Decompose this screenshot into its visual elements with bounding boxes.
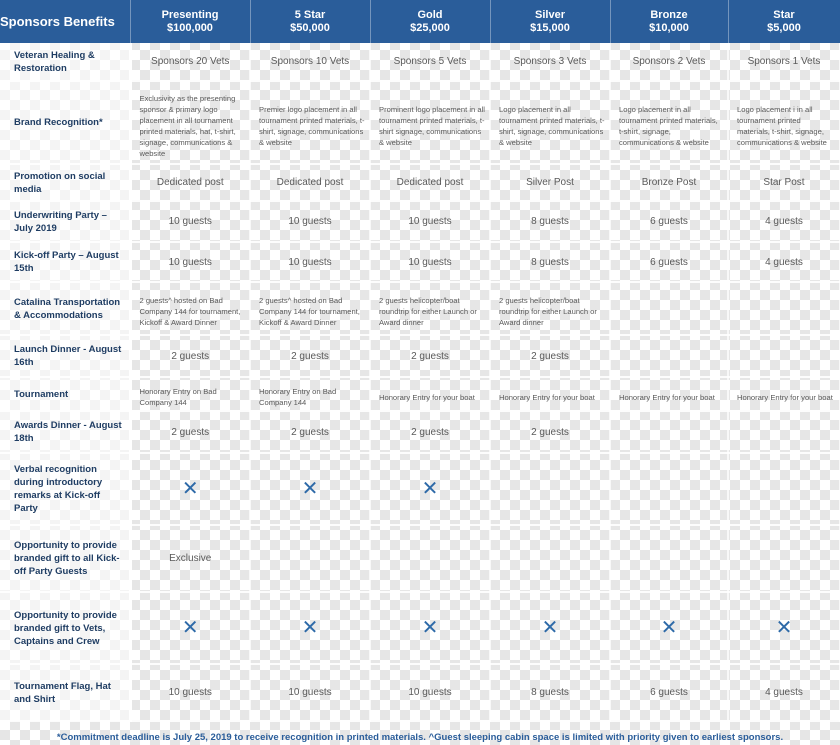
benefit-cell	[490, 453, 610, 525]
benefit-cell	[728, 592, 840, 664]
table-row	[0, 453, 840, 525]
benefit-cell	[490, 592, 610, 664]
benefit-cell: 2 guests	[250, 335, 370, 377]
table-row	[0, 282, 840, 335]
benefit-cell: Sponsors 5 Vets	[370, 43, 490, 81]
benefit-cell: Sponsors 20 Vets	[130, 43, 250, 81]
benefit-cell: 2 guests helicopter/boat roundtrip for either Launch or Award dinner	[370, 282, 490, 335]
benefit-cell	[610, 525, 728, 592]
row-label: Brand Recognition*	[0, 81, 130, 164]
row-label: Promotion on social media	[0, 164, 130, 201]
benefit-cell: 2 guests	[130, 411, 250, 453]
tier-header-presenting	[130, 0, 250, 43]
benefit-cell: 2 guests^ hosted on Bad Company 144 for tournament, Kickoff & Award Dinner	[250, 282, 370, 335]
benefit-cell: 2 guests	[490, 411, 610, 453]
benefit-cell: 8 guests	[490, 664, 610, 721]
benefit-cell: Sponsors 2 Vets	[610, 43, 728, 81]
benefit-cell: Sponsors 3 Vets	[490, 43, 610, 81]
check-mark-icon: ✕	[181, 617, 199, 639]
benefit-cell: Premier logo placement in all tournament printed materials, t-shirt, signage, communications & website	[250, 81, 370, 164]
benefit-cell: Logo placement i in all tournament printed materials, t-shirt, signage, communications & website	[728, 81, 840, 164]
benefit-cell	[610, 411, 728, 453]
benefit-cell: 2 guests	[370, 335, 490, 377]
table-row	[0, 592, 840, 664]
row-label: Veteran Healing & Restoration	[0, 43, 130, 81]
benefit-cell: 2 guests	[130, 335, 250, 377]
check-mark-icon: ✕	[421, 617, 439, 639]
table-body	[0, 43, 840, 721]
benefit-cell: 8 guests	[490, 201, 610, 242]
benefit-cell: 10 guests	[250, 242, 370, 282]
benefit-cell	[250, 525, 370, 592]
benefit-cell: Sponsors 10 Vets	[250, 43, 370, 81]
benefit-cell: Silver Post	[490, 164, 610, 201]
benefit-cell: 10 guests	[130, 242, 250, 282]
tier-name: Silver	[535, 8, 565, 21]
benefit-cell: 2 guests	[370, 411, 490, 453]
check-mark-icon: ✕	[421, 478, 439, 500]
check-mark-icon: ✕	[541, 617, 559, 639]
tier-name: Bronze	[650, 8, 688, 21]
tier-header-5-star	[250, 0, 370, 43]
table-row	[0, 201, 840, 242]
benefit-cell: Honorary Entry on Bad Company 144	[130, 377, 250, 411]
benefit-cell	[130, 453, 250, 525]
check-mark-icon: ✕	[301, 478, 319, 500]
benefit-cell	[610, 282, 728, 335]
benefit-cell: Honorary Entry for your boat	[370, 377, 490, 411]
benefit-cell: Honorary Entry for your boat	[610, 377, 728, 411]
benefit-cell: 10 guests	[250, 664, 370, 721]
benefit-cell: 4 guests	[728, 664, 840, 721]
table-row	[0, 242, 840, 282]
benefit-cell	[490, 525, 610, 592]
benefit-cell: Honorary Entry on Bad Company 144	[250, 377, 370, 411]
check-mark-icon: ✕	[301, 617, 319, 639]
tier-header-bronze	[610, 0, 728, 43]
benefit-cell: Honorary Entry for your boat	[490, 377, 610, 411]
benefit-cell: 6 guests	[610, 242, 728, 282]
row-label: Awards Dinner - August 18th	[0, 411, 130, 453]
tier-price: $100,000	[167, 21, 213, 34]
benefit-cell: 2 guests	[250, 411, 370, 453]
table-row	[0, 377, 840, 411]
tier-price: $25,000	[410, 21, 450, 34]
table-row	[0, 411, 840, 453]
tier-price: $15,000	[530, 21, 570, 34]
check-mark-icon: ✕	[775, 617, 793, 639]
benefit-cell: Star Post	[728, 164, 840, 201]
tier-header-silver	[490, 0, 610, 43]
benefit-cell: Dedicated post	[370, 164, 490, 201]
benefit-cell: Sponsors 1 Vets	[728, 43, 840, 81]
table-row	[0, 164, 840, 201]
benefit-cell: 6 guests	[610, 664, 728, 721]
row-label: Opportunity to provide branded gift to all Kick-off Party Guests	[0, 525, 130, 592]
benefit-cell	[370, 453, 490, 525]
table-row	[0, 664, 840, 721]
tier-price: $5,000	[767, 21, 801, 34]
row-label: Opportunity to provide branded gift to Vets, Captains and Crew	[0, 592, 130, 664]
benefit-cell: Dedicated post	[130, 164, 250, 201]
table-row	[0, 525, 840, 592]
footnote: *Commitment deadline is July 25, 2019 to receive recognition in printed materials. ^Guest sleeping cabin space is limited with priority given to earliest sponsors.	[56, 732, 784, 743]
benefit-cell: 4 guests	[728, 201, 840, 242]
benefit-cell	[610, 335, 728, 377]
table-row	[0, 335, 840, 377]
benefit-cell: Bronze Post	[610, 164, 728, 201]
benefit-cell: 6 guests	[610, 201, 728, 242]
row-label: Kick-off Party – August 15th	[0, 242, 130, 282]
benefit-cell: Exclusivity as the presenting sponsor & primary logo placement in all tournament printed materials, hat, t-shirt, signage, communications & website	[130, 81, 250, 164]
tier-name: Star	[773, 8, 795, 21]
benefit-cell: 10 guests	[250, 201, 370, 242]
benefit-cell: Exclusive	[130, 525, 250, 592]
tier-price: $50,000	[290, 21, 330, 34]
benefit-cell: 4 guests	[728, 242, 840, 282]
table-row	[0, 43, 840, 81]
benefit-cell	[728, 453, 840, 525]
benefit-cell: 10 guests	[130, 664, 250, 721]
benefit-cell: 8 guests	[490, 242, 610, 282]
row-label: Verbal recognition during introductory remarks at Kick-off Party	[0, 453, 130, 525]
row-label: Underwriting Party – July 2019	[0, 201, 130, 242]
benefit-cell: 2 guests	[490, 335, 610, 377]
benefit-cell: Logo placement in all tournament printed materials, t-shirt, signage, communications & website	[490, 81, 610, 164]
benefit-cell: Honorary Entry for your boat	[728, 377, 840, 411]
table-title: Sponsors Benefits	[0, 0, 130, 43]
benefit-cell: 10 guests	[130, 201, 250, 242]
check-mark-icon: ✕	[660, 617, 678, 639]
benefit-cell	[370, 525, 490, 592]
benefit-cell: 2 guests helicopter/boat roundtrip for either Launch or Award dinner	[490, 282, 610, 335]
benefit-cell: Dedicated post	[250, 164, 370, 201]
benefit-cell	[728, 282, 840, 335]
benefit-cell	[610, 592, 728, 664]
benefit-cell: 10 guests	[370, 242, 490, 282]
tier-header-gold	[370, 0, 490, 43]
row-label: Launch Dinner - August 16th	[0, 335, 130, 377]
check-mark-icon: ✕	[181, 478, 199, 500]
tier-name: Presenting	[161, 8, 219, 21]
benefit-cell: 10 guests	[370, 201, 490, 242]
table-row	[0, 81, 840, 164]
tier-name: 5 Star	[294, 8, 326, 21]
benefit-cell: 10 guests	[370, 664, 490, 721]
benefit-cell	[370, 592, 490, 664]
row-label: Catalina Transportation & Accommodations	[0, 282, 130, 335]
row-label: Tournament Flag, Hat and Shirt	[0, 664, 130, 721]
benefit-cell	[130, 592, 250, 664]
benefit-cell	[728, 411, 840, 453]
benefit-cell	[610, 453, 728, 525]
tier-name: Gold	[417, 8, 443, 21]
header-row	[0, 0, 840, 43]
benefit-cell: Logo placement in all tournament printed materials, t-shirt, signage, communications & website	[610, 81, 728, 164]
benefit-cell	[250, 592, 370, 664]
row-label: Tournament	[0, 377, 130, 411]
benefit-cell	[250, 453, 370, 525]
tier-price: $10,000	[649, 21, 689, 34]
benefit-cell: 2 guests^ hosted on Bad Company 144 for tournament, Kickoff & Award Dinner	[130, 282, 250, 335]
benefit-cell: Prominent logo placement in all tournament printed materials, t-shirt signage, communications & website	[370, 81, 490, 164]
tier-header-star	[728, 0, 840, 43]
benefit-cell	[728, 335, 840, 377]
benefit-cell	[728, 525, 840, 592]
